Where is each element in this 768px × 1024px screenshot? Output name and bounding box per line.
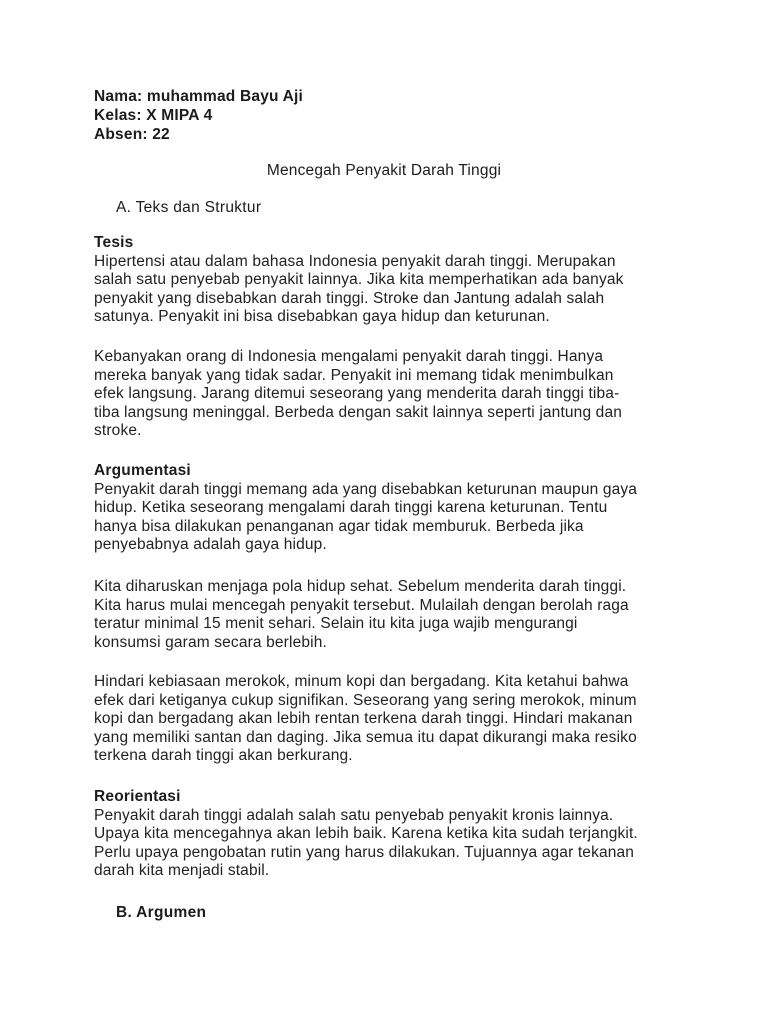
text-line: konsumsi garam secara berlebih. [94,633,327,651]
text-line: hanya bisa dilakukan penanganan agar tidak memburuk. Berbeda jika [94,517,584,535]
tesis-paragraph-2 [94,348,674,441]
text-line: kopi dan bergadang akan lebih rentan terkena darah tinggi. Hindari makanan [94,710,633,728]
text-line: Penyakit darah tinggi memang ada yang disebabkan keturunan maupun gaya [94,480,638,498]
argumentasi-section [94,462,674,555]
reorientasi-paragraph-1 [94,807,674,881]
text-line: tiba langsung meninggal. Berbeda dengan sakit lainnya seperti jantung dan [94,403,622,421]
text-line: teratur minimal 15 menit sehari. Selain itu kita juga wajib mengurangi [94,615,578,633]
text-line: Kebanyakan orang di Indonesia mengalami penyakit darah tinggi. Hanya [94,348,604,365]
argumentasi-paragraph-3 [94,673,674,766]
text-line: mereka banyak yang tidak sadar. Penyakit ini memang tidak menimbulkan [94,366,614,384]
argumentasi-heading: Argumentasi [94,462,191,479]
text-line: satunya. Penyakit ini bisa disebabkan gaya hidup dan keturunan. [94,308,550,326]
text-line: Hindari kebiasaan merokok, minum kopi dan bergadang. Kita ketahui bahwa [94,673,629,690]
text-line: Perlu upaya pengobatan rutin yang harus dilakukan. Tujuannya agar tekanan [94,843,635,861]
argumentasi-paragraph-2 [94,578,674,652]
tesis-section [94,234,674,327]
student-name: Nama: muhammad Bayu Aji [94,88,304,105]
reorientasi-heading: Reorientasi [94,788,181,805]
argumentasi-paragraph-1 [94,481,674,555]
student-info [94,87,303,144]
section-b-heading: B. Argumen [116,904,207,921]
text-line: penyebabnya adalah gaya hidup. [94,536,327,554]
text-line: Kita diharuskan menjaga pola hidup sehat. Sebelum menderita darah tinggi. [94,578,627,595]
text-line: efek langsung. Jarang ditemui seseorang yang menderita darah tinggi tiba- [94,385,620,403]
text-line: terkena darah tinggi akan berkurang. [94,747,353,765]
student-number: Absen: 22 [94,126,170,143]
text-line: Hipertensi atau dalam bahasa Indonesia penyakit darah tinggi. Merupakan [94,252,616,270]
text-line: Penyakit darah tinggi adalah salah satu penyebab penyakit kronis lainnya. [94,806,614,824]
text-line: efek dari ketiganya cukup signifikan. Seseorang yang sering merokok, minum [94,691,637,709]
text-line: salah satu penyebab penyakit lainnya. Jika kita memperhatikan ada banyak [94,271,624,289]
text-line: Kita harus mulai mencegah penyakit tersebut. Mulailah dengan berolah raga [94,596,629,614]
text-line: Upaya kita mencegahnya akan lebih baik. Karena ketika kita sudah terjangkit. [94,825,638,843]
section-a-heading: A. Teks dan Struktur [116,199,262,216]
text-line: darah kita menjadi stabil. [94,862,270,880]
text-line: yang memiliki santan dan daging. Jika semua itu dapat dikurangi maka resiko [94,728,637,746]
student-class: Kelas: X MIPA 4 [94,107,213,124]
tesis-paragraph-1 [94,253,674,327]
text-line: stroke. [94,422,142,440]
document-title: Mencegah Penyakit Darah Tinggi [266,162,502,179]
text-line: penyakit yang disebabkan darah tinggi. Stroke dan Jantung adalah salah [94,289,605,307]
text-line: hidup. Ketika seseorang mengalami darah tinggi karena keturunan. Tentu [94,499,608,517]
tesis-heading: Tesis [94,234,134,251]
reorientasi-section [94,788,674,881]
